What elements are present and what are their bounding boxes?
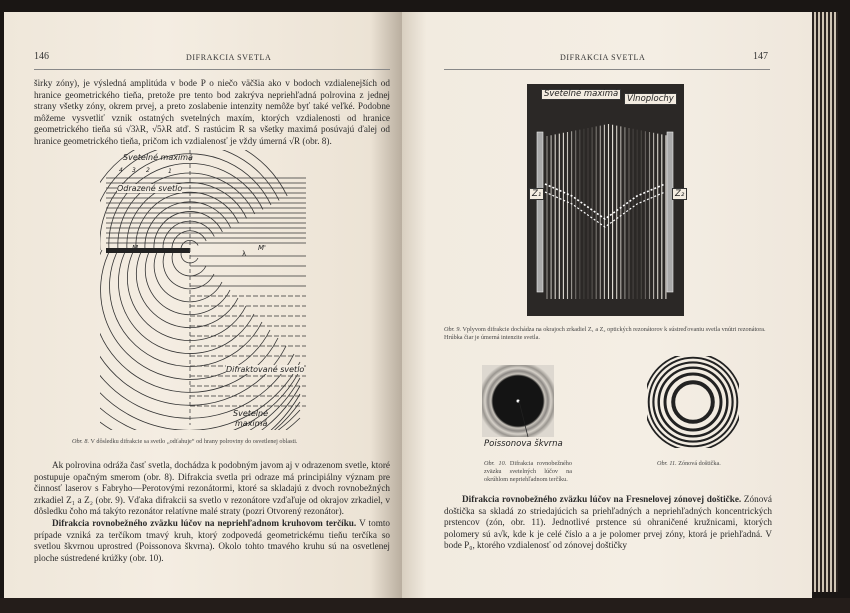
figure-9-photo	[527, 84, 684, 316]
fig8-label-maxima-bottom-2: maximá	[235, 419, 268, 428]
fig9-label-z2: Z₂	[672, 188, 687, 200]
figure-8-caption-text: V dôsledku difrakcie sa svetlo „odťahuje“ od hrany polroviny do osvetlenej oblasti.	[89, 438, 298, 445]
fig9-label-maxima: Svetelné maximá	[541, 89, 621, 100]
figure-11-caption-prefix: Obr. 11.	[657, 460, 677, 467]
figure-11-caption-text: Zónová doštička.	[676, 460, 721, 467]
fig9-label-z1: Z₁	[529, 188, 544, 200]
left-para-3-text: V tomto prípade vzniká za terčíkom tmavý kruh, ktorý zodpovedá geometrickému tieňu terčíka so svetlou škvrnou uprostred (Poissonova škvrna). Okolo tohto tmavého kruhu sú na osvetlenej ploche sústredené krúžky (obr. 10).	[34, 517, 390, 563]
right-para-body	[444, 494, 772, 552]
figure-9-caption	[444, 326, 774, 342]
header-rule-right	[444, 69, 770, 70]
left-paragraph-2	[34, 460, 390, 564]
figure-11-caption	[657, 460, 721, 468]
page-number-left: 146	[34, 51, 49, 62]
fig9-label-wavefronts: Vlnoplochy	[624, 93, 677, 105]
header-rule-left	[34, 69, 390, 70]
fig8-label-maxima-bottom-1: Svetelné	[233, 409, 269, 418]
fig8-num-3: 3	[132, 167, 136, 174]
fig8-label-M-prime: M'	[258, 244, 266, 252]
left-para-2-text: Ak polrovina odráža časť svetla, dochádza k podobným javom aj v odrazenom svetle, ktoré postupuje opačným smerom (obr. 8). Difrakcia svetla pri odraze má principiálny význam pre činnosť laserov s Fabryho—Perotovými rezonátormi, ktoré sa skladajú z dvoch rovnobežných zrkadiel Z₁ a Z₂ (obr. 9). Vďaka difrakcii sa svetlo v rezonátore vzďaľuje od okrajov zrkadiel, v dôsledku čoho má takýto rezonátor relatívne malé straty (pozri Otvorený rezonátor).	[34, 460, 390, 517]
figure-10-caption-text: Difrakcia rovnobežného zväzku svetelných lúčov na okrúhlom nepriehľadnom terčíku.	[484, 460, 572, 483]
fig8-label-lambda: λ	[242, 250, 247, 258]
figure-8-caption-prefix: Obr. 8.	[72, 438, 90, 445]
left-top-paragraph: širky zóny), je výsledná amplitúda v bode P o niečo väčšia ako v bodoch vzdialenejších od hranice geometrického tieňa, pretože pre tento bod zakrýva nepriehľadná polrovina z jednej strany všetky zóny, okrem prvej, a preto zoslabenie intenzity nemôže byť také veľké. Podobne môžeme vysvetliť vznik ostatných svetelných maxím, ktorých vzdialenosti od hranice geometrického tieňa sú √3λR, √5λR atď. S rastúcim R sa všetky maximá posúvajú ďalej od hranice geometrického tieňa, pričom ich vzdialenosť je vždy úmerná √R (obr. 8).	[34, 78, 390, 146]
left-para-3-heading: Difrakcia rovnobežného zväzku lúčov na nepriehľadnom kruhovom terčíku.	[52, 517, 357, 528]
figure-9-caption-prefix: Obr. 9.	[444, 326, 462, 333]
page-edges	[812, 12, 838, 592]
figure-9-wavefronts	[527, 84, 684, 316]
fig8-label-M: M	[132, 244, 139, 252]
right-para-text: Zónová doštička sa skladá zo striedajúcich sa priehľadných a nepriehľadných koncentrických prstencov (zón, obr. 11). Jednotlivé prstence sú ohraničené kružnicami, ktorých polomery sú a√k, kde k je celé číslo a a je polomer prvej zóny, ktorá je priehľadná. V bode P₀, ktorého vzdialenosť od zónovej doštičky	[444, 494, 772, 551]
fig8-label-maxima-top: Svetelné maximá	[123, 153, 193, 162]
fig8-num-2: 2	[146, 167, 150, 174]
figure-11-zone-plate	[647, 356, 739, 448]
fig8-num-1: 1	[168, 168, 172, 175]
right-para-heading: Difrakcia rovnobežného zväzku lúčov na Fresnelovej zónovej doštičke.	[462, 494, 742, 504]
fig8-label-diffracted: Difraktované svetlo	[226, 365, 305, 374]
fig8-label-reflected: Odrazené svetlo	[117, 184, 183, 193]
figure-9-caption-text: Vplyvom difrakcie dochádza na okrajoch zrkadiel Z₁ a Z₂ optických rezonátorov k sústreďovaniu svetla vnútri rezonátora. Hrúbka čiar je úmerná intenzite svetla.	[444, 326, 766, 341]
fig10-label: Poissonova škvrna	[484, 439, 563, 449]
running-head-right: DIFRAKCIA SVETLA	[560, 53, 646, 62]
figure-10-caption	[484, 460, 572, 484]
right-paragraph	[444, 494, 772, 552]
half-plane-screen	[106, 248, 190, 253]
book-cover-edge	[0, 598, 850, 613]
figure-10-caption-prefix: Obr. 10.	[484, 460, 507, 467]
figure-8-caption	[72, 438, 372, 446]
fig10-pointer	[518, 401, 532, 439]
left-para-3	[34, 518, 390, 564]
page-number-right: 147	[753, 51, 768, 62]
running-head-left: DIFRAKCIA SVETLA	[186, 53, 272, 62]
fig8-num-4: 4	[119, 167, 123, 174]
